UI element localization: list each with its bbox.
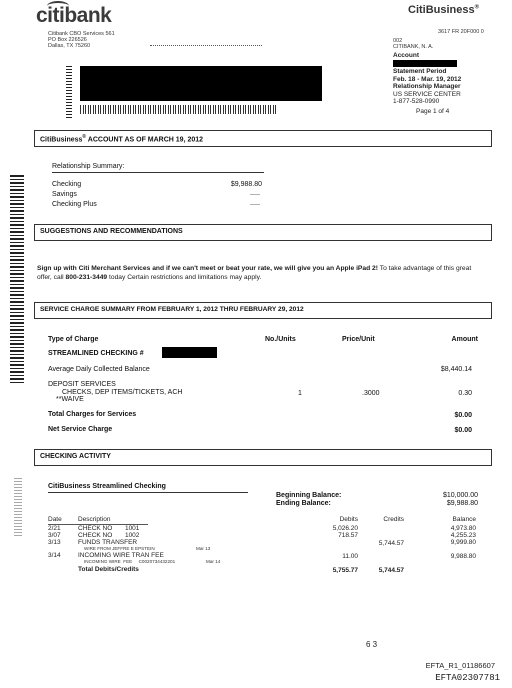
txn-date: 3/13 (48, 539, 61, 546)
txn-date: 3/07 (48, 532, 61, 539)
txn-desc: CHECK NO 1002 (78, 532, 140, 539)
branch-line: 002 (393, 38, 403, 44)
col-date: Date (48, 516, 62, 523)
footer-id-1: EFTA_R1_01186607 (425, 661, 495, 670)
summary-row (52, 180, 262, 190)
total-credits: 5,744.57 (378, 567, 404, 574)
redacted-recipient-block (80, 66, 322, 101)
statement-period-label: Statement Period (393, 68, 447, 75)
beginning-balance-label: Beginning Balance: (276, 492, 342, 499)
balance-values (420, 492, 478, 508)
ref-code: 3617 FR 20F000 0 (438, 29, 484, 35)
col-credits: Credits (383, 516, 404, 523)
col-amount: Amount (451, 336, 478, 343)
col-balance: Balance (452, 516, 476, 523)
txn-debit: 5,026.20 (332, 525, 358, 532)
redacted-checking-number (162, 347, 217, 358)
avg-balance-label: Average Daily Collected Balance (48, 366, 150, 373)
account-label: Account (393, 52, 419, 59)
col-debits: Debits (339, 516, 358, 523)
total-debits-credits-label: Total Debits/Credits (78, 566, 139, 573)
summary-row (52, 200, 262, 210)
checking-activity-header: CHECKING ACTIVITY (34, 449, 492, 466)
deposit-amount: 0.30 (458, 390, 472, 397)
deposit-units: 1 (298, 390, 302, 397)
summary-row (52, 190, 262, 200)
account-as-of-header: CitiBusiness® ACCOUNT AS OF MARCH 19, 2012 (34, 130, 492, 147)
sender-address (48, 31, 115, 49)
service-phone: 1-877-528-0990 (393, 98, 440, 105)
account-as-of-title: ACCOUNT AS OF MARCH 19, 2012 (86, 136, 204, 144)
summary-row-label: Checking (52, 181, 82, 188)
balance-labels (276, 492, 341, 508)
service-center: US SERVICE CENTER (393, 90, 461, 98)
promo-rest: To take advantage of this great offer, call (37, 265, 472, 281)
summary-row-label: Checking Plus (52, 201, 97, 208)
statement-info (393, 68, 461, 106)
txn-sub-date: Mar 13 (196, 546, 211, 551)
promo-offer: Sign up with Citi Merchant Services and if we can't meet or beat your rate, we will give you an Apple iPad 2! (37, 265, 378, 272)
page-mark: 6 3 (366, 640, 378, 649)
txn-date: 2/21 (48, 525, 61, 532)
txn-balance: 9,999.80 (450, 539, 476, 546)
total-charges-value: $0.00 (454, 412, 472, 419)
branch-info (393, 38, 433, 50)
txn-debit: 11.00 (342, 553, 358, 560)
txn-date: 3/14 (48, 552, 61, 559)
left-edge-barcode-icon (10, 175, 24, 385)
summary-row-value: ----- (250, 202, 260, 208)
net-service-charge-value: $0.00 (454, 427, 472, 434)
txn-desc: FUNDS TRANSFER (78, 539, 138, 546)
deposit-services-waive: **WAIVE (56, 396, 84, 403)
deposit-services-detail: CHECKS, DEP ITEMS/TICKETS, ACH (62, 388, 183, 396)
branch-line: CITIBANK, N. A. (393, 44, 434, 50)
sender-line: Dallas, TX 75260 (48, 43, 91, 49)
ending-balance-value: $9,988.80 (446, 500, 478, 507)
account-as-of-prefix: CitiBusiness (40, 136, 83, 144)
col-type-of-charge: Type of Charge (48, 336, 99, 343)
summary-row-value: ----- (250, 192, 260, 198)
avg-balance-value: $8,440.14 (440, 366, 472, 373)
logo-arc-icon (47, 1, 69, 11)
promo-text (37, 264, 487, 282)
txn-desc: CHECK NO 1001 (78, 525, 140, 532)
txn-debit: 718.57 (338, 532, 358, 539)
streamlined-checking-label: STREAMLINED CHECKING # (48, 350, 144, 357)
txn-balance: 4,973.80 (450, 525, 476, 532)
promo-phone: 800-231-3449 (65, 274, 108, 281)
summary-row-value: $9,988.80 (230, 181, 262, 188)
account-name: CitiBusiness Streamlined Checking (48, 483, 166, 490)
txn-desc: INCOMING WIRE TRAN FEE (78, 552, 164, 559)
left-edge-faint-text (14, 478, 22, 538)
vertical-barcode-icon (66, 66, 72, 118)
col-price: Price/Unit (342, 336, 375, 343)
total-charges-label: Total Charges for Services (48, 411, 137, 418)
txn-credit: 5,744.57 (378, 540, 404, 547)
suggestions-header: SUGGESTIONS AND RECOMMENDATIONS (34, 224, 492, 241)
relationship-manager-label: Relationship Manager (393, 83, 461, 90)
txn-balance: 9,988.80 (450, 553, 476, 560)
redacted-account-number (393, 60, 457, 67)
deposit-services (48, 381, 182, 404)
footer-id-2: EFTA02307781 (435, 673, 500, 683)
summary-divider (52, 172, 264, 173)
promo-rest: today Certain restrictions and limitations may apply. (107, 274, 262, 281)
beginning-balance-value: $10,000.00 (442, 492, 478, 499)
col-units: No./Units (265, 336, 296, 343)
sender-line: Citibank CBO Services 561 (48, 31, 115, 37)
citibusiness-brand: CitiBusiness® (408, 4, 480, 16)
txn-sub-date: Mar 14 (206, 559, 221, 564)
deposit-services-label: DEPOSIT SERVICES (48, 381, 116, 388)
deposit-price: .3000 (362, 390, 380, 397)
summary-row-label: Savings (52, 191, 77, 198)
citibank-logo: citibank (36, 4, 111, 28)
postal-barcode-icon (80, 105, 276, 114)
statement-period: Feb. 18 - Mar. 19, 2012 (393, 75, 462, 83)
account-name-underline (48, 492, 248, 493)
net-service-charge-label: Net Service Charge (48, 426, 113, 433)
txn-balance: 4,255.23 (450, 532, 476, 539)
service-charge-header: SERVICE CHARGE SUMMARY FROM FEBRUARY 1, 2012 THRU FEBRUARY 29, 2012 (34, 302, 492, 319)
txn-sub: WIRE FROM JEFFRE E EPSTEIN (84, 546, 155, 551)
relationship-summary-table (52, 180, 262, 210)
relationship-summary-title: Relationship Summary: (52, 163, 125, 170)
page-number: Page 1 of 4 (416, 108, 450, 115)
ending-balance-label: Ending Balance: (276, 500, 331, 507)
col-description: Description (78, 516, 111, 523)
total-debits: 5,755.77 (332, 567, 358, 574)
txn-sub: INCOMING WIRE FEE C0020734432201 (84, 559, 176, 564)
sender-line: PO Box 226526 (48, 37, 87, 43)
address-code-line (150, 45, 262, 49)
